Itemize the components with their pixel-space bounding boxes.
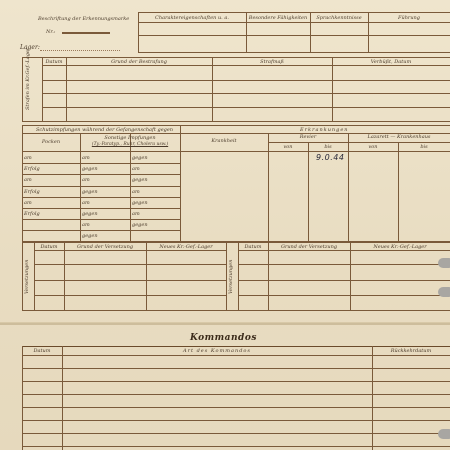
rule (238, 295, 450, 296)
rule (398, 142, 399, 241)
rule (350, 242, 351, 310)
rule (212, 57, 213, 121)
command-row-rule (22, 381, 450, 382)
designation-label: Beschriftung der Erkennungsmarke (38, 16, 130, 22)
rule (22, 242, 23, 310)
nr-label: Nr.: (46, 29, 56, 35)
vacc-row-rule (22, 219, 180, 220)
rule (372, 346, 373, 450)
vacc-col-other-sub: (Ty.-Paratyp., Ruhr, Cholera usw.) (91, 142, 169, 147)
rule (22, 125, 450, 126)
commands-title: Kommandos (190, 333, 257, 343)
rule (34, 250, 226, 251)
punish-col-reason: Grund der Bestrafung (111, 59, 167, 65)
nr-field[interactable] (62, 32, 110, 34)
rule (268, 142, 450, 143)
vacc-pocken-cell[interactable]: Erfolg (24, 211, 40, 217)
rule (138, 22, 450, 23)
rule (22, 151, 450, 152)
transfer-l-col-reason: Grund der Versetzung (76, 244, 134, 250)
rule (332, 57, 333, 121)
rule (130, 133, 131, 241)
transfer-r-col-reason: Grund der Versetzung (280, 244, 338, 250)
rule (246, 35, 450, 36)
rule (34, 280, 226, 281)
rule (238, 242, 239, 310)
rule (22, 346, 450, 347)
vacc-other-cell-2[interactable]: am (132, 166, 140, 173)
rule (42, 80, 450, 81)
vacc-other-cell-2[interactable]: gegen (132, 199, 148, 206)
rule (22, 310, 450, 311)
transfer-l-col-camp: Neues Kr.-Gef.-Lager (159, 244, 213, 250)
commands-col-type: Art des Kommandos (183, 348, 251, 354)
rule (268, 242, 269, 310)
transfer-l-col-date: Datum (40, 244, 58, 250)
vacc-other-cell-2[interactable]: gegen (132, 155, 148, 161)
command-row-rule (22, 446, 450, 447)
rule (22, 57, 450, 58)
rule (22, 355, 450, 356)
vacc-row-rule (22, 208, 180, 209)
punish-col-served: Verbüßt, Datum (370, 59, 412, 65)
rule (80, 133, 81, 241)
vacc-pocken-cell[interactable]: Erfolg (24, 166, 40, 173)
card-fold (0, 322, 450, 325)
conduct-label: Führung (398, 15, 420, 21)
vacc-other-cell[interactable]: gegen (82, 166, 98, 173)
vacc-row-rule (22, 197, 180, 198)
commands-col-date: Datum (33, 348, 51, 354)
punch-hole (438, 429, 450, 439)
vacc-other-cell[interactable]: am (82, 177, 90, 184)
character-label: Charaktereigenschaften u. a. (155, 15, 229, 21)
rule (42, 93, 450, 94)
rule (22, 121, 450, 122)
vacc-other-cell-2[interactable]: am (132, 211, 140, 217)
punish-col-penalty: Strafmaß (260, 59, 284, 65)
camp-field[interactable] (40, 50, 120, 51)
ill-col-revier: Revier (299, 134, 317, 140)
vacc-pocken-cell[interactable]: am (24, 177, 32, 184)
vacc-other-cell[interactable]: gegen (82, 233, 98, 240)
vacc-row-rule (22, 230, 180, 231)
rule (64, 242, 65, 310)
rule (22, 346, 23, 450)
vacc-row-rule (22, 186, 180, 187)
rule (34, 264, 226, 265)
handwritten-date: 9.0.44 (316, 153, 345, 162)
vacc-other-cell[interactable]: gegen (82, 211, 98, 217)
vacc-other-cell-2[interactable]: gegen (132, 222, 148, 229)
vacc-pocken-cell[interactable]: Erfolg (24, 188, 40, 195)
transfers-right-label: Versetzungen (228, 259, 234, 294)
rule (138, 12, 450, 13)
vacc-row-rule (22, 163, 180, 164)
rule (238, 280, 450, 281)
vacc-other-cell-2[interactable]: gegen (132, 177, 148, 184)
rule (22, 57, 23, 121)
ill-lazarett-von: von (368, 144, 378, 150)
vacc-row-rule (22, 174, 180, 175)
transfer-r-col-camp: Neues Kr.-Gef.-Lager (373, 244, 427, 250)
rule (146, 242, 147, 310)
vacc-pocken-cell[interactable]: am (24, 199, 32, 206)
rule (138, 35, 246, 36)
ill-revier-bis: bis (324, 144, 332, 150)
rule (138, 52, 450, 53)
rule (66, 57, 67, 121)
vacc-other-cell-2[interactable]: am (132, 188, 140, 195)
rule (308, 142, 309, 241)
vacc-pocken-cell[interactable]: am (24, 155, 32, 161)
ill-revier-von: von (283, 144, 293, 150)
rule (34, 295, 226, 296)
command-row-rule (22, 407, 450, 408)
illnesses-header: Erkrankungen (300, 127, 349, 133)
rule (238, 250, 450, 251)
rule (42, 57, 43, 121)
rule (62, 346, 63, 450)
transfer-r-col-date: Datum (244, 244, 262, 250)
rule (42, 65, 450, 66)
vaccinations-header: Schutzimpfungen während der Gefangenschaft gegen (36, 127, 174, 133)
vacc-other-cell[interactable]: am (82, 155, 90, 161)
punch-hole (438, 287, 450, 297)
vacc-col-other: Sonstige Impfungen (104, 135, 156, 141)
ill-lazarett-bis: bis (420, 144, 428, 150)
ill-col-lazarett: Lazarett — Krankenhaus (367, 134, 431, 140)
commands-col-return: Rückkehrdatum (390, 348, 432, 354)
vacc-col-pocken: Pocken (41, 139, 61, 145)
rule (34, 242, 35, 310)
vacc-other-cell[interactable]: gegen (82, 188, 98, 195)
command-row-rule (22, 420, 450, 421)
punishments-section-label: Strafen im Kr.Gef.-Lager (25, 47, 31, 110)
transfers-left-label: Versetzungen (24, 259, 30, 294)
rule (238, 264, 450, 265)
rule (22, 242, 450, 243)
command-row-rule (22, 394, 450, 395)
punish-col-date: Datum (45, 59, 63, 65)
rule (42, 107, 450, 108)
camp-label: Lager: (20, 44, 40, 51)
punch-hole (438, 258, 450, 268)
ill-col-illness: Krankheit (211, 138, 237, 144)
vacc-other-cell[interactable]: am (82, 199, 90, 206)
vacc-other-cell[interactable]: am (82, 222, 90, 229)
special-skills-label: Besondere Fähigkeiten (248, 15, 308, 21)
rule (226, 242, 227, 310)
language-label: Sprachkenntnisse (316, 15, 362, 21)
command-row-rule (22, 433, 450, 434)
command-row-rule (22, 368, 450, 369)
